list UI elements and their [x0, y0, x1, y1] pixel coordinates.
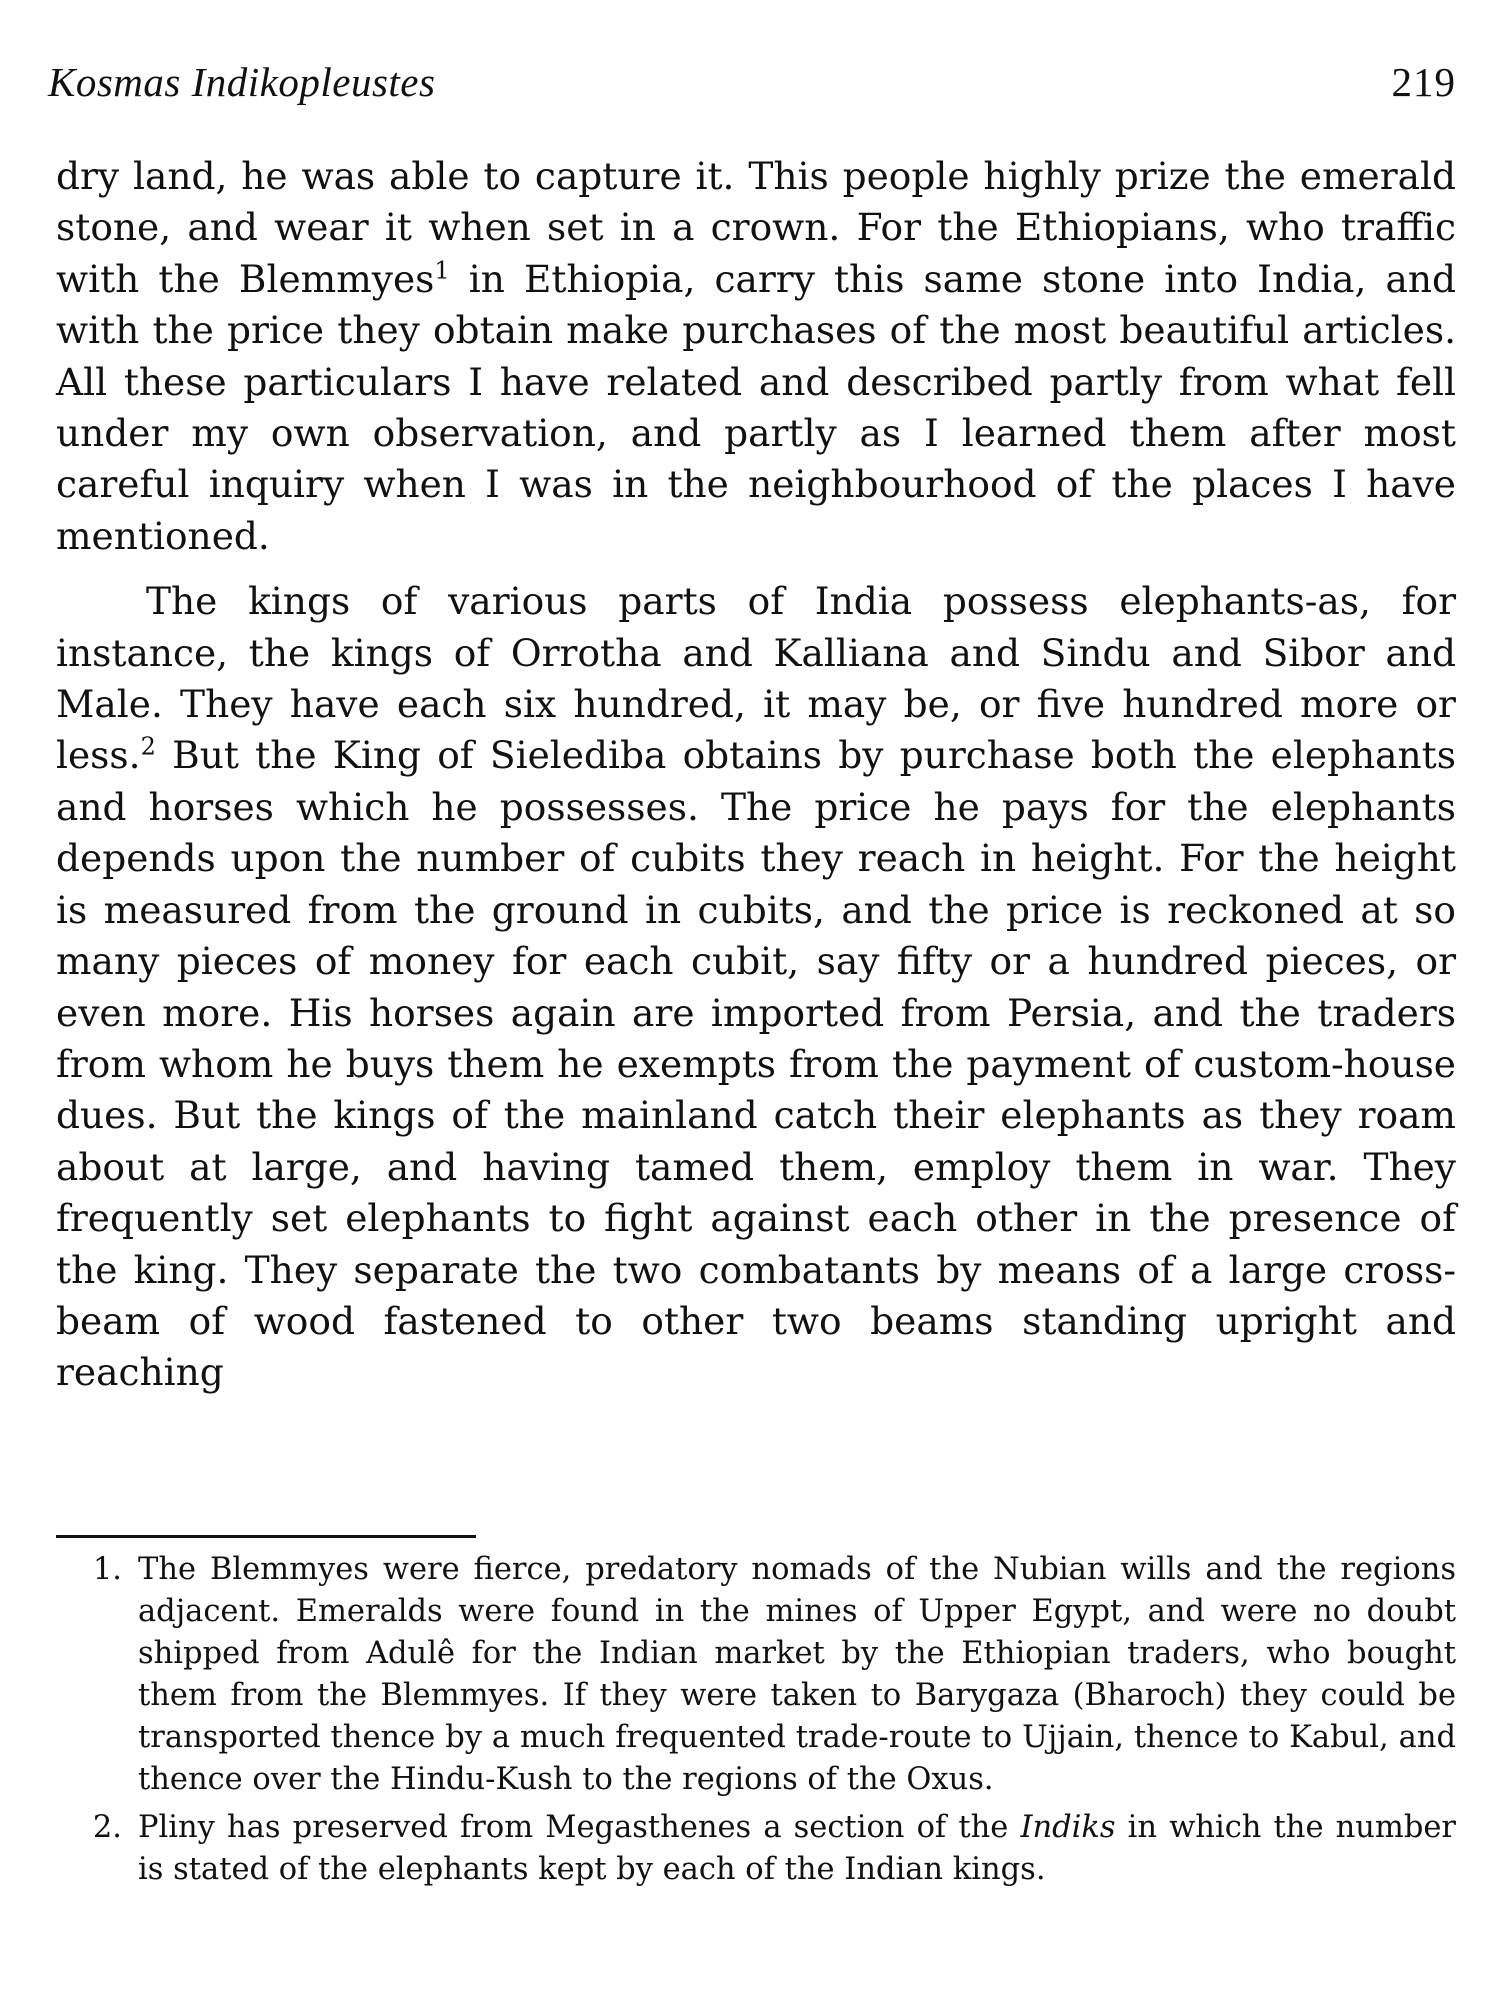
footnote-1-number: 1. [92, 1552, 122, 1587]
footnote-2 [56, 1807, 1456, 1891]
footnote-2-text [138, 1807, 1456, 1891]
paragraph-1-text-a: dry land, he was able to capture it. This people highly prize the emerald stone, and wear it when set in a crown. For the Ethiopians, who traffic with the Blemmyes [56, 154, 1456, 301]
paragraph-2-text-b: But the King of Sielediba obtains by purchase both the elephants and horses which he possesses. The price he pays for the elephants depends upon the number of cubits they reach in height. For the height is measured from the ground in cubits, and the price is reckoned at so many pieces of money for each cubit, say fifty or a hundred pieces, or even more. His horses again are imported from Persia, and the traders from whom he buys them he exempts from the payment of custom-house dues. But the kings of the mainland catch their elephants as they roam about at large, and having tamed them, employ them in war. They frequently set elephants to fight against each other in the presence of the king. They separate the two combatants by means of a large cross-beam of wood fastened to other two beams standing upright and reaching [56, 733, 1456, 1395]
running-head [48, 58, 1456, 108]
footnote-divider [56, 1535, 476, 1538]
paragraph-2-text-a: The kings of various parts of India possess elephants-as, for instance, the kings of Orrotha and Kalliana and Sindu and Sibor and Male. They have each six hundred, it may be, or five hundred more or less. [56, 579, 1456, 778]
footnote-2-text-after: in which the number is stated of the elephants kept by each of the Indian kings. [138, 1810, 1456, 1887]
paragraph-1 [56, 151, 1456, 562]
paragraph-2 [56, 576, 1456, 1399]
body-text [56, 151, 1456, 1399]
footnote-1-text: The Blemmyes were fierce, predatory nomads of the Nubian wills and the regions adjacent. Emeralds were found in the mines of Upper Egypt, and were no doubt shipped from Adulê for the Indian market by the Ethiopian traders, who bought them from the Blemmyes. If they were taken to Barygaza (Bharoch) they could be transported thence by a much frequented trade-route to Ujjain, thence to Kabul, and thence over the Hindu-Kush to the regions of the Oxus. [138, 1552, 1456, 1797]
footnote-2-text-before: Pliny has preserved from Megasthenes a section of the [138, 1810, 1021, 1845]
paragraph-1-text-b: in Ethiopia, carry this same stone into India, and with the price they obtain make purchases of the most beautiful articles. All these particulars I have related and described partly from what fell under my own observation, and partly as I learned them after most careful inquiry when I was in the neighbourhood of the places I have mentioned. [56, 256, 1456, 558]
footnote-2-number: 2. [92, 1810, 122, 1845]
footnote-1 [56, 1549, 1456, 1801]
footnote-ref-1: 1 [434, 256, 450, 285]
running-title: Kosmas Indikopleustes [48, 59, 436, 105]
page-number: 219 [1391, 59, 1456, 105]
footnote-2-italic-title: Indiks [1020, 1810, 1116, 1845]
footnote-ref-2: 2 [140, 732, 156, 761]
footnotes [56, 1549, 1456, 1891]
